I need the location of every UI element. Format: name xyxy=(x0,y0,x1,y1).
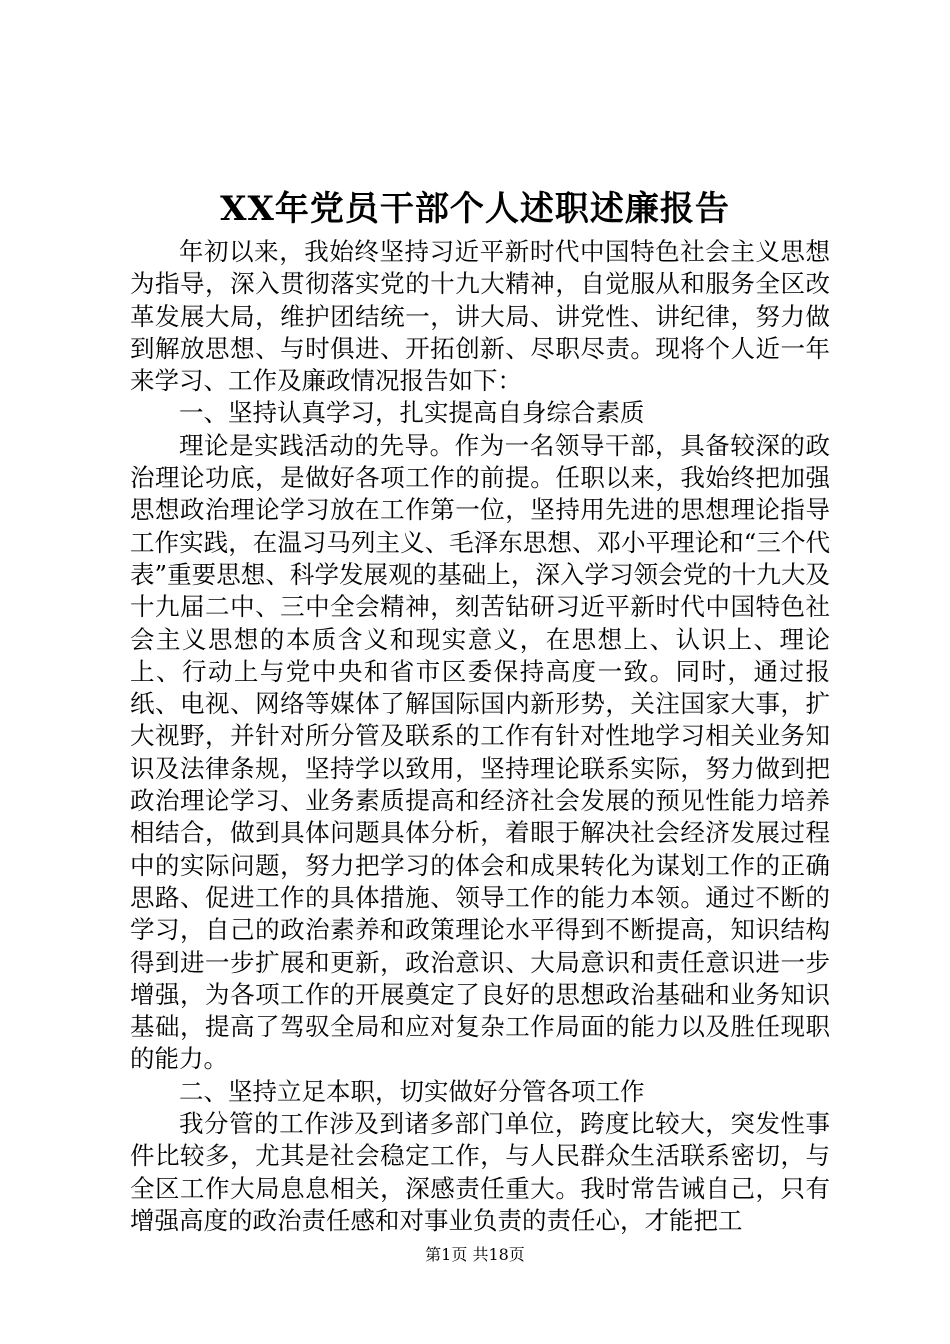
section-heading-2: 二、坚持立足本职，切实做好分管各项工作 xyxy=(179,1076,645,1106)
page-number-footer: 第1页 共18页 xyxy=(425,1245,525,1264)
document-body xyxy=(130,236,830,1237)
intro-paragraph: 年初以来，我始终坚持习近平新时代中国特色社会主义思想为指导，深入贯彻落实党的十九大精神，自觉服从和服务全区改革发展大局，维护团结统一，讲大局、讲党性、讲纪律，努力做到解放思想、与时俱进、开拓创新、尽职尽责。现将个人近一年来学习、工作及廉政情况报告如下： xyxy=(130,237,830,396)
section-2-paragraph: 我分管的工作涉及到诸多部门单位，跨度比较大，突发性事件比较多，尤其是社会稳定工作，与人民群众生活联系密切，与全区工作大局息息相关，深感责任重大。我时常告诫自己，只有增强高度的政治责任感和对事业负责的责任心，才能把工 xyxy=(130,1109,830,1235)
document-title: XX年党员干部个人述职述廉报告 xyxy=(220,189,730,229)
section-heading-1: 一、坚持认真学习，扎实提高自身综合素质 xyxy=(179,398,645,428)
section-1-paragraph: 理论是实践活动的先导。作为一名领导干部，具备较深的政治理论功底，是做好各项工作的前提。任职以来，我始终把加强思想政治理论学习放在工作第一位，坚持用先进的思想理论指导工作实践，在温习马列主义、毛泽东思想、邓小平理论和“三个代表”重要思想、科学发展观的基础上，深入学习领会党的十九大及十九届二中、三中全会精神，刻苦钻研习近平新时代中国特色社会主义思想的本质含义和现实意义，在思想上、认识上、理论上、行动上与党中央和省市区委保持高度一致。同时，通过报纸、电视、网络等媒体了解国际国内新形势，关注国家大事，扩大视野，并针对所分管及联系的工作有针对性地学习相关业务知识及法律条规，坚持学以致用，坚持理论联系实际，努力做到把政治理论学习、业务素质提高和经济社会发展的预见性能力培养相结合，做到具体问题具体分析，着眼于解决社会经济发展过程中的实际问题，努力把学习的体会和成果转化为谋划工作的正确思路、促进工作的具体措施、领导工作的能力本领。通过不断的学习，自己的政治素养和政策理论水平得到不断提高，知识结构得到进一步扩展和更新，政治意识、大局意识和责任意识进一步增强，为各项工作的开展奠定了良好的思想政治基础和业务知识基础，提高了驾驭全局和应对复杂工作局面的能力以及胜任现职的能力。 xyxy=(130,430,830,1074)
